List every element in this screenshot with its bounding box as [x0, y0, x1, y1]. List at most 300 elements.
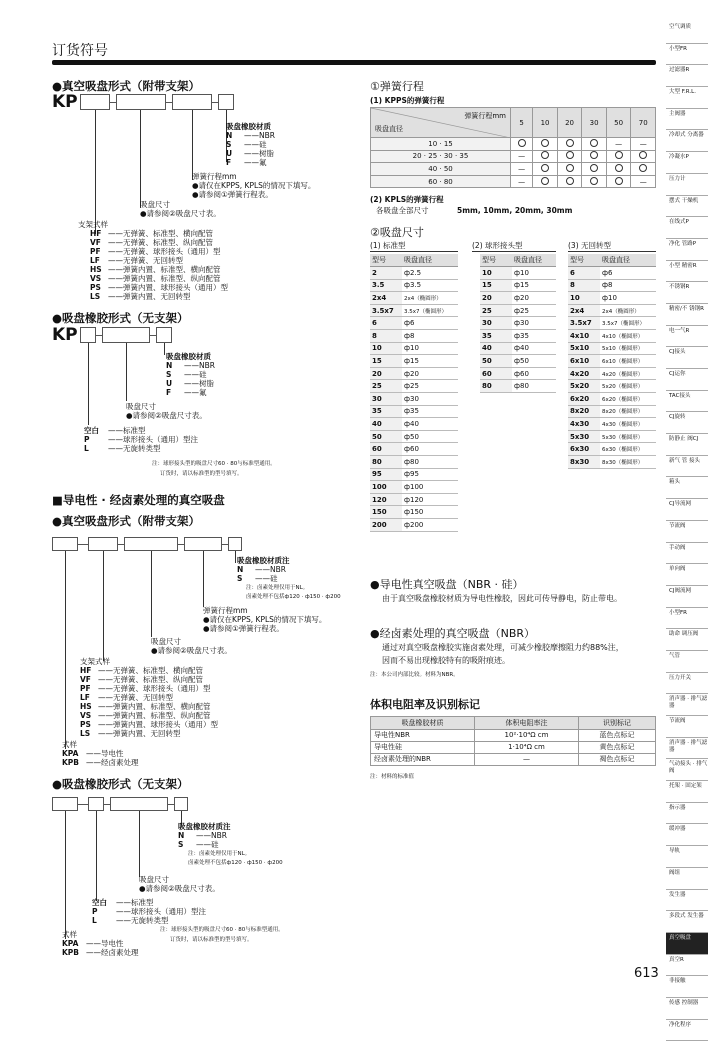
- s3-stroke-note: ●请仅在KPPS, KPLS的情况下填写。: [203, 615, 327, 624]
- sidebar-item[interactable]: 托架 · 固定架: [666, 781, 708, 803]
- size-model: 8x30: [568, 456, 600, 469]
- s3-box-model: [52, 537, 78, 551]
- sidebar-item[interactable]: 冷凝水P: [666, 152, 708, 174]
- type-row: LF ——无弹簧、无回转型: [90, 256, 183, 265]
- s3-box-size: [124, 537, 178, 551]
- type-code: PF: [80, 684, 91, 693]
- val: 经卤素处理: [101, 758, 139, 767]
- sidebar-item[interactable]: 净化程序: [666, 1020, 708, 1041]
- size-row: [568, 267, 656, 280]
- size-model: 5x20: [568, 380, 600, 393]
- line: [235, 551, 236, 563]
- type-row: PF ——无弹簧、球形接头（通用）型: [80, 684, 211, 693]
- type-code: PS: [80, 720, 91, 729]
- size-dia: 6x30（椭圆形）: [600, 443, 656, 456]
- resist-cell: 导电性NBR: [371, 729, 475, 741]
- sidebar-item[interactable]: 手动阀: [666, 543, 708, 565]
- s4-models: KPA ——导电性 KPB ——经卤素处理: [62, 939, 139, 957]
- type-code: LF: [80, 693, 90, 702]
- spring-cell: [533, 175, 558, 188]
- s2-note: 注：球形接头型的吸盘尺寸60 · 80与标准型通用。: [152, 461, 276, 467]
- rule: [568, 251, 656, 252]
- size-model: 35: [480, 330, 512, 343]
- cond-title: ●导电性真空吸盘（NBR · 硅）: [370, 578, 524, 591]
- size-dia: ф25: [402, 380, 458, 393]
- size-table-ball: [480, 254, 556, 393]
- spring-cell: —: [631, 175, 656, 188]
- code: N: [237, 565, 244, 574]
- sidebar-item[interactable]: 消声器 · 排气滤器: [666, 694, 708, 716]
- s4-box-size: [110, 797, 168, 811]
- sidebar-item[interactable]: 空气调质: [666, 22, 708, 44]
- size-model: 60: [480, 367, 512, 380]
- s4-box-mat: [174, 797, 188, 811]
- sidebar-item[interactable]: 指示器: [666, 803, 708, 825]
- sidebar-item[interactable]: CJ运你: [666, 369, 708, 391]
- val: NBR: [270, 565, 286, 574]
- size-h-dia: 吸盘直径: [512, 254, 556, 267]
- spring-cell: [557, 163, 582, 176]
- resist-row: [371, 741, 656, 753]
- type-desc: 无弹簧、无回转型: [113, 693, 173, 702]
- s1-box-stroke: [172, 94, 212, 110]
- type-code: PF: [90, 247, 101, 256]
- size-dia: ф100: [402, 481, 458, 494]
- s2-mat-title: 吸盘橡胶材质: [166, 352, 211, 361]
- code: N: [226, 131, 233, 140]
- line: [203, 551, 204, 607]
- type-code: VF: [80, 675, 91, 684]
- line: [139, 811, 140, 877]
- size-dia: ф80: [512, 380, 556, 393]
- sidebar-item[interactable]: 多段式 发生器: [666, 911, 708, 933]
- val: 经卤素处理: [101, 948, 139, 957]
- size-dia: 3.5x7（椭圆形）: [402, 304, 458, 317]
- available-mark: [639, 151, 647, 159]
- size-row: [568, 317, 656, 330]
- code: 空白: [92, 898, 107, 907]
- dash: [78, 804, 88, 805]
- sidebar-item[interactable]: 过滤器R: [666, 65, 708, 87]
- type-desc: 弹簧内置、无回转型: [113, 729, 181, 738]
- code: KPA: [62, 939, 79, 948]
- sidebar-item[interactable]: 摆式 干燥机: [666, 196, 708, 218]
- size-dia: ф6: [402, 317, 458, 330]
- s3-title: ■导电性 · 经卤素处理的真空吸盘: [52, 493, 225, 507]
- val: 标准型: [131, 898, 154, 907]
- available-mark: [615, 177, 623, 185]
- size-h-dia: 吸盘直径: [600, 254, 656, 267]
- s1-type-title: 支架式样: [78, 220, 108, 229]
- sidebar-item[interactable]: 气动接头 · 排气阀: [666, 759, 708, 781]
- line: [95, 110, 96, 234]
- line: [65, 811, 66, 939]
- type-row: HF ——无弹簧、标准型、横向配管: [80, 666, 203, 675]
- size-model: 150: [370, 506, 402, 519]
- size-row: [480, 304, 556, 317]
- size-head-row: [480, 254, 556, 267]
- s3-mat-title: 吸盘橡胶材质注: [237, 556, 290, 565]
- type-row: VF ——无弹簧、标准型、纵向配管: [80, 675, 203, 684]
- code: KPB: [62, 948, 80, 957]
- code: S: [166, 370, 172, 379]
- size-row: [568, 304, 656, 317]
- s2-box-size: [102, 327, 150, 343]
- size-model: 2x4: [370, 292, 402, 305]
- type-desc: 无弹簧、标准型、纵向配管: [113, 675, 203, 684]
- col: 30: [582, 108, 607, 138]
- type-code: HS: [80, 702, 92, 711]
- size-dia: ф40: [512, 342, 556, 355]
- resist-row: [371, 729, 656, 741]
- sidebar-item[interactable]: 单向阀: [666, 564, 708, 586]
- size-row: [568, 443, 656, 456]
- sidebar-item[interactable]: 小型FR: [666, 608, 708, 630]
- code: KPA: [62, 749, 79, 758]
- val: 树脂: [199, 379, 214, 388]
- size-row: [480, 367, 556, 380]
- line: [65, 551, 66, 749]
- size-model: 4x30: [568, 418, 600, 431]
- s2-note: 订货时，请以标准型的型号填写。: [160, 471, 243, 477]
- resist-head: 吸盘橡胶材质: [371, 717, 475, 730]
- spring-cell: [606, 150, 631, 163]
- resist-cell: 10²·10⁴Ω cm: [475, 729, 579, 741]
- size-dia: ф50: [512, 355, 556, 368]
- size-dia: ф35: [402, 405, 458, 418]
- sidebar-item[interactable]: 新气 管 接头: [666, 456, 708, 478]
- col: 50: [606, 108, 631, 138]
- resist-note: 注：材料的标准值: [370, 774, 415, 780]
- size-row: [568, 456, 656, 469]
- available-mark: [590, 164, 598, 172]
- sidebar-item[interactable]: 发生器: [666, 890, 708, 912]
- line: [88, 343, 89, 425]
- spring-dia: 40 · 50: [371, 163, 511, 176]
- s2-box-mat: [156, 327, 172, 343]
- type-desc: 弹簧内置、标准型、纵向配管: [113, 711, 211, 720]
- sidebar-item[interactable]: 真空吸盘: [666, 933, 708, 955]
- size-row: [370, 279, 458, 292]
- size-dia: 2x4（椭圆形）: [402, 292, 458, 305]
- s1-stroke-note: ●请仅在KPPS, KPLS的情况下填写。: [192, 181, 316, 190]
- sidebar-item[interactable]: 节流阀: [666, 521, 708, 543]
- size-row: [568, 342, 656, 355]
- size-row: [480, 267, 556, 280]
- spring-cell: [582, 150, 607, 163]
- code: L: [92, 916, 97, 925]
- s1-box-mat: [218, 94, 234, 110]
- val: 标准型: [123, 426, 146, 435]
- size-h-dia: 吸盘直径: [402, 254, 458, 267]
- available-mark: [566, 164, 574, 172]
- size-row: [370, 481, 458, 494]
- sidebar-item[interactable]: CJ导流网: [666, 499, 708, 521]
- size-row: [480, 342, 556, 355]
- size-model: 15: [480, 279, 512, 292]
- sizes-title: ②吸盘尺寸: [370, 226, 424, 239]
- type-row: VS ——弹簧内置、标准型、纵向配管: [90, 274, 221, 283]
- type-desc: 弹簧内置、标准型、横向配管: [123, 265, 221, 274]
- spring-sub2-vals: 5mm, 10mm, 20mm, 30mm: [457, 206, 573, 215]
- val: 硅: [259, 140, 267, 149]
- spring-row: [371, 150, 656, 163]
- rule: [472, 251, 556, 252]
- size-model: 3.5x7: [568, 317, 600, 330]
- spring-cell: [582, 175, 607, 188]
- size-row: [370, 405, 458, 418]
- spring-sub1: (1) KPPS的弹簧行程: [370, 96, 445, 105]
- val: 硅: [270, 574, 278, 583]
- val: 无旋转类型: [131, 916, 169, 925]
- size-dia: ф15: [512, 279, 556, 292]
- val: NBR: [199, 361, 215, 370]
- sidebar-item[interactable]: 真空R: [666, 955, 708, 977]
- sidebar-item[interactable]: 导轨: [666, 846, 708, 868]
- type-desc: 无弹簧、标准型、横向配管: [113, 666, 203, 675]
- size-model: 25: [480, 304, 512, 317]
- size-row: [480, 292, 556, 305]
- size-row: [568, 279, 656, 292]
- spring-cell: [533, 163, 558, 176]
- code: L: [84, 444, 89, 453]
- line: [96, 811, 97, 901]
- size-row: [480, 355, 556, 368]
- col-head: 弹簧行程mm: [464, 112, 506, 120]
- size-dia: ф8: [600, 279, 656, 292]
- size-dia: ф50: [402, 430, 458, 443]
- s2-mats: N ——NBR S ——硅 U ——树脂 F ——氟: [166, 361, 215, 397]
- spring-corner: [371, 108, 511, 138]
- size-row: [370, 456, 458, 469]
- available-mark: [541, 139, 549, 147]
- sidebar-item[interactable]: 节流阀: [666, 716, 708, 738]
- sidebar-item[interactable]: 缓冲器: [666, 824, 708, 846]
- code: 空白: [84, 426, 99, 435]
- s4-size-title: 吸盘尺寸: [139, 875, 169, 884]
- s2-size-title: 吸盘尺寸: [126, 402, 156, 411]
- size-dia: ф60: [512, 367, 556, 380]
- col: 70: [631, 108, 656, 138]
- available-mark: [518, 139, 526, 147]
- type-row: LF ——无弹簧、无回转型: [80, 693, 173, 702]
- s4-box-model: [52, 797, 78, 811]
- title-rule: [52, 60, 656, 65]
- size-model: 80: [480, 380, 512, 393]
- sidebar-item[interactable]: 助命 调压阀: [666, 629, 708, 651]
- code: KPB: [62, 758, 80, 767]
- s3-stroke-title: 弹簧行程mm: [203, 606, 248, 615]
- size-model: 8: [370, 330, 402, 343]
- page-title: 订货符号: [52, 43, 108, 59]
- type-desc: 弹簧内置、球形接头（通用）型: [123, 283, 228, 292]
- resist-row: [371, 753, 656, 765]
- sz2-title: (2) 球形接头型: [472, 241, 523, 250]
- sidebar-item[interactable]: 非接触: [666, 976, 708, 998]
- spring-row: [371, 163, 656, 176]
- size-table-norot: [568, 254, 656, 469]
- dash: [78, 544, 88, 545]
- spring-cell: [606, 175, 631, 188]
- size-model: 8: [568, 279, 600, 292]
- sidebar-item[interactable]: 净化 管路P: [666, 239, 708, 261]
- size-model: 5x10: [568, 342, 600, 355]
- size-model: 6: [568, 267, 600, 280]
- size-row: [568, 430, 656, 443]
- spring-cell: —: [511, 175, 533, 188]
- sidebar-item[interactable]: 电一气R: [666, 326, 708, 348]
- size-model: 40: [370, 418, 402, 431]
- s3-mat-note: 卤素处理不包括ф120 · ф150 · ф200: [246, 594, 341, 600]
- sidebar-item[interactable]: 精密/不 锈钢R: [666, 304, 708, 326]
- type-code: PS: [90, 283, 101, 292]
- size-row: [568, 393, 656, 406]
- s4-title: ●吸盘橡胶形式（无支架）: [52, 777, 189, 791]
- sidebar-item[interactable]: 在线式P: [666, 217, 708, 239]
- size-row: [480, 380, 556, 393]
- type-desc: 弹簧内置、标准型、横向配管: [113, 702, 211, 711]
- val: NBR: [259, 131, 275, 140]
- available-mark: [639, 164, 647, 172]
- size-model: 10: [568, 292, 600, 305]
- sidebar-item[interactable]: CJ阀流网: [666, 586, 708, 608]
- sidebar-item[interactable]: 压力开关: [666, 673, 708, 695]
- spring-cell: [557, 175, 582, 188]
- size-dia: 6x10（椭圆形）: [600, 355, 656, 368]
- s4-mat-note: 注：卤素处理仅用于NL。: [188, 851, 251, 857]
- spring-sub2-text: 各吸盘全部尺寸: [376, 206, 429, 215]
- type-row: HF ——无弹簧、标准型、横向配管: [90, 229, 213, 238]
- size-dia: ф60: [402, 443, 458, 456]
- resist-table: [370, 716, 656, 766]
- s1-mat-title: 吸盘橡胶材质: [226, 122, 271, 131]
- size-model: 6x10: [568, 355, 600, 368]
- sidebar-item[interactable]: 气管: [666, 651, 708, 673]
- size-row: [370, 430, 458, 443]
- type-row: HS ——弹簧内置、标准型、横向配管: [90, 265, 221, 274]
- line: [103, 551, 104, 661]
- s4-mat-note: 卤素处理不包括ф120 · ф150 · ф200: [188, 860, 283, 866]
- size-model: 25: [370, 380, 402, 393]
- size-model: 8x20: [568, 405, 600, 418]
- size-row: [480, 279, 556, 292]
- available-mark: [541, 164, 549, 172]
- col: 5: [511, 108, 533, 138]
- size-model: 80: [370, 456, 402, 469]
- size-row: [370, 330, 458, 343]
- size-row: [370, 506, 458, 519]
- sidebar-item[interactable]: 防静止 阀CJ: [666, 434, 708, 456]
- sidebar-item[interactable]: 主阀器: [666, 109, 708, 131]
- type-desc: 弹簧内置、标准型、纵向配管: [123, 274, 221, 283]
- code: N: [166, 361, 173, 370]
- size-model: 3.5: [370, 279, 402, 292]
- spring-cell: [557, 150, 582, 163]
- s3-sub: ●真空吸盘形式（附带支架）: [52, 514, 201, 528]
- size-dia: 6x20（椭圆形）: [600, 393, 656, 406]
- size-dia: ф8: [402, 330, 458, 343]
- resist-cell: 导电性硅: [371, 741, 475, 753]
- sidebar-item[interactable]: 压力计: [666, 174, 708, 196]
- val: NBR: [211, 831, 227, 840]
- s3-models: KPA ——导电性 KPB ——经卤素处理: [62, 749, 139, 767]
- size-model: 35: [370, 405, 402, 418]
- halo-title: ●经卤素处理的真空吸盘（NBR）: [370, 627, 536, 640]
- sidebar-item[interactable]: CJ接头: [666, 347, 708, 369]
- size-h-model: 型号: [480, 254, 512, 267]
- size-dia: 4x30（椭圆形）: [600, 418, 656, 431]
- s4-types: 空白 ——标准型 P ——球形接头（通用）型注 L ——无旋转类型: [92, 898, 206, 925]
- type-row: PS ——弹簧内置、球形接头（通用）型: [80, 720, 218, 729]
- spring-row: [371, 175, 656, 188]
- sidebar-item[interactable]: 不锈钢R: [666, 282, 708, 304]
- code: P: [92, 907, 98, 916]
- s4-mats: N ——NBR S ——硅: [178, 831, 227, 849]
- cond-text: 由于真空吸盘橡胶材质为导电性橡胶，因此可传导静电，防止带电。: [382, 594, 622, 603]
- col: 20: [557, 108, 582, 138]
- type-code: HS: [90, 265, 102, 274]
- spring-title: ①弹簧行程: [370, 80, 424, 93]
- type-row: VS ——弹簧内置、标准型、纵向配管: [80, 711, 211, 720]
- sidebar-item[interactable]: 大型 F.R.L.: [666, 87, 708, 109]
- sidebar-item[interactable]: 箱头: [666, 477, 708, 499]
- size-dia: ф30: [402, 393, 458, 406]
- size-dia: ф40: [402, 418, 458, 431]
- spring-table: [370, 107, 656, 188]
- spring-cell: —: [631, 138, 656, 151]
- s4-size-note: ●请参阅②吸盘尺寸表。: [139, 884, 220, 893]
- size-dia: 8x30（椭圆形）: [600, 456, 656, 469]
- type-row: VF ——无弹簧、标准型、纵向配管: [90, 238, 213, 247]
- spring-cell: [557, 138, 582, 151]
- size-dia: ф10: [512, 267, 556, 280]
- sidebar-item[interactable]: 小型 精密R: [666, 261, 708, 283]
- size-row: [568, 355, 656, 368]
- s3-mat-note: 注：卤素处理仅用于NL。: [246, 585, 309, 591]
- s1-types: [90, 229, 228, 301]
- page-number: 613: [634, 966, 659, 981]
- line: [151, 551, 152, 637]
- sidebar-item[interactable]: 阀组: [666, 868, 708, 890]
- size-row: [370, 493, 458, 506]
- s1-mats: N ——NBR S ——硅 U ——树脂 F ——氟: [226, 131, 275, 167]
- sidebar-item[interactable]: CJ旋转: [666, 412, 708, 434]
- s2-kp: KP: [52, 325, 78, 345]
- size-model: 20: [370, 367, 402, 380]
- sidebar-item[interactable]: 传感 控制器: [666, 998, 708, 1020]
- sidebar-item[interactable]: 小型FR: [666, 44, 708, 66]
- size-dia: ф30: [512, 317, 556, 330]
- size-model: 6: [370, 317, 402, 330]
- sidebar-item[interactable]: 消声器 · 排气滤器: [666, 738, 708, 760]
- size-dia: ф25: [512, 304, 556, 317]
- size-row: [370, 393, 458, 406]
- size-row: [370, 418, 458, 431]
- sidebar-item[interactable]: TAC接头: [666, 391, 708, 413]
- size-row: [370, 342, 458, 355]
- code: U: [166, 379, 173, 388]
- size-row: [568, 292, 656, 305]
- halo-note: 注：本公司内部比较。材料为NBR。: [370, 672, 459, 678]
- spring-cell: —: [606, 138, 631, 151]
- sidebar-item[interactable]: 冷却式 分离器: [666, 130, 708, 152]
- size-dia: ф120: [402, 493, 458, 506]
- type-code: VS: [90, 274, 102, 283]
- size-model: 6x30: [568, 443, 600, 456]
- spring-sub2: (2) KPLS的弹簧行程: [370, 195, 444, 204]
- size-row: [370, 468, 458, 481]
- size-model: 4x20: [568, 367, 600, 380]
